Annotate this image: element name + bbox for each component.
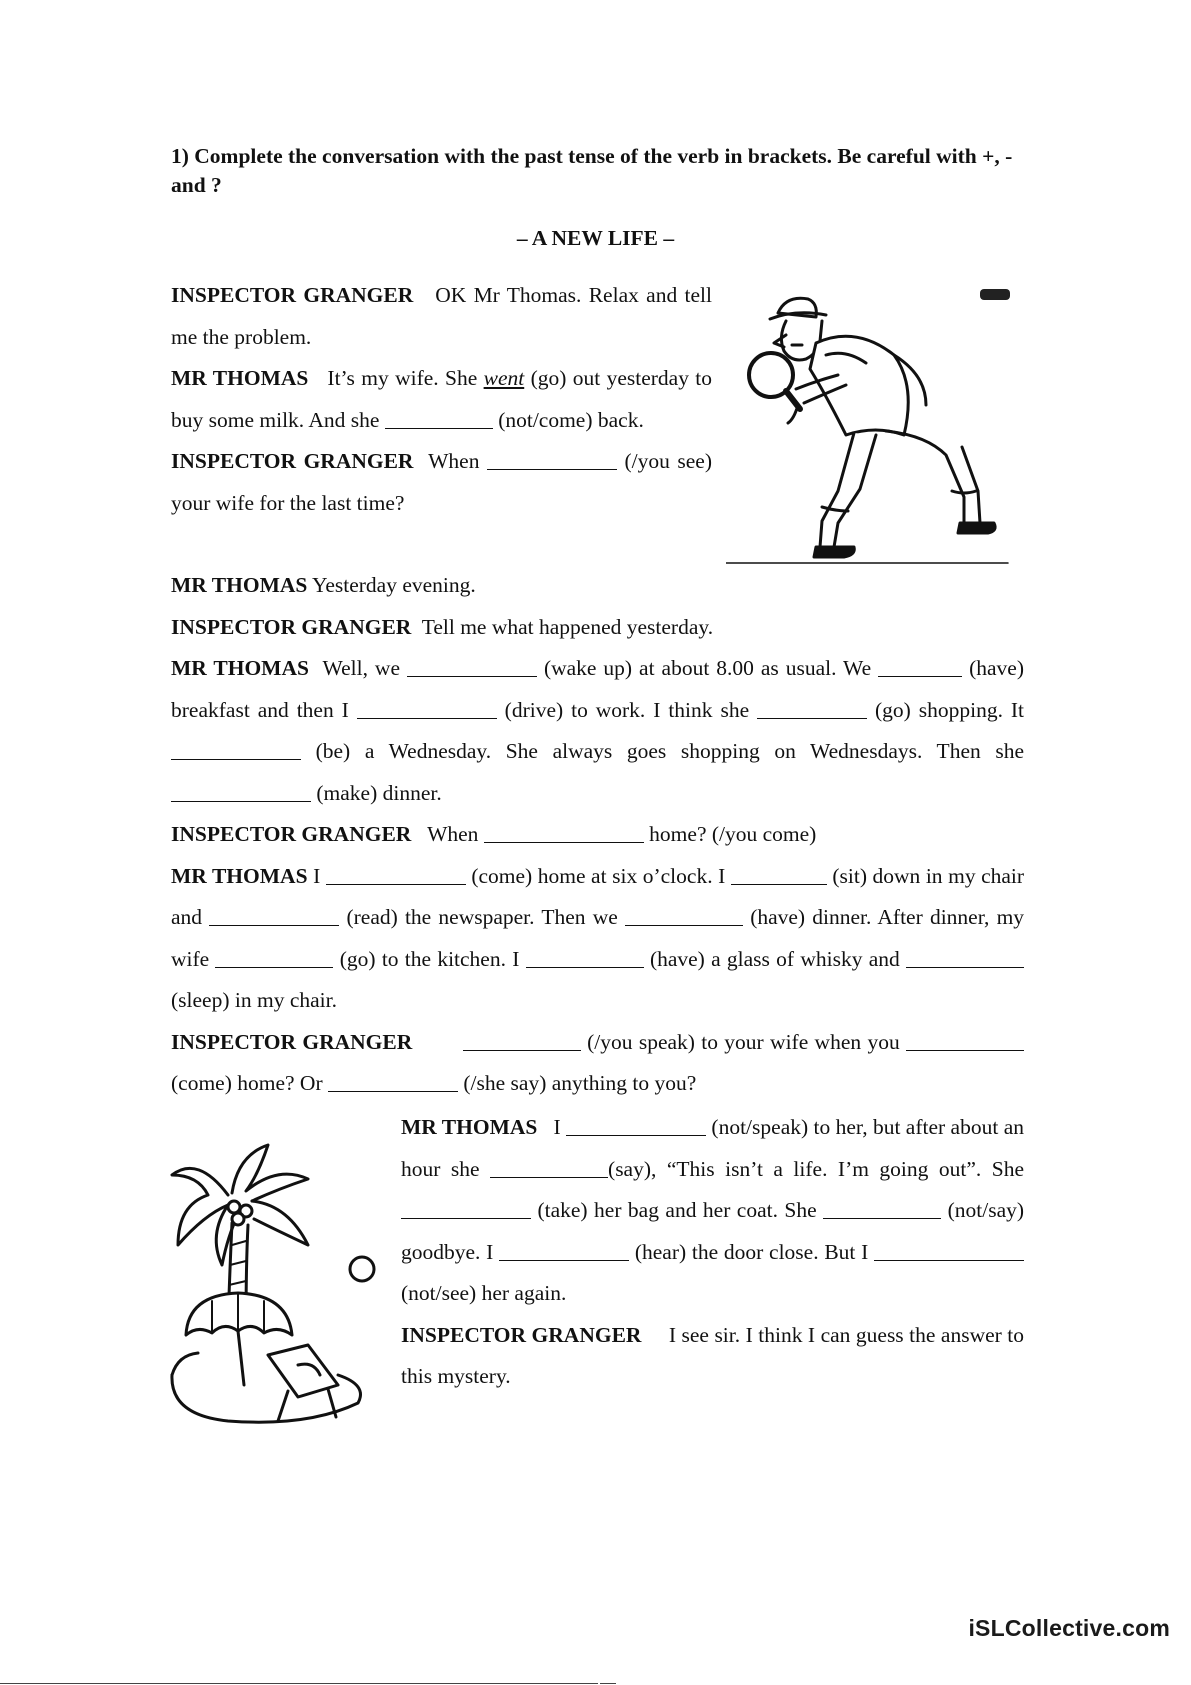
- line-text: I: [553, 1115, 561, 1139]
- answer-blank[interactable]: [906, 1028, 1024, 1051]
- line-text: (take) her bag and her coat. She: [537, 1198, 817, 1222]
- dialogue-part-3: [401, 1107, 1024, 1398]
- answer-blank[interactable]: [526, 945, 644, 968]
- speaker-inspector: INSPECTOR GRANGER: [401, 1322, 642, 1347]
- speaker-inspector: INSPECTOR GRANGER: [171, 1029, 413, 1054]
- line-text: Well, we: [322, 656, 400, 680]
- line-text: (/you see) your wife for the last time?: [171, 449, 712, 515]
- line-text: (go) shopping. It: [875, 697, 1025, 722]
- speaker-thomas: MR THOMAS: [171, 863, 308, 888]
- answer-blank[interactable]: [906, 945, 1024, 968]
- dialogue-part-1: [171, 275, 712, 524]
- detective-illustration: [726, 285, 1016, 570]
- site-watermark: iSLCollective.com: [968, 1615, 1170, 1641]
- line-text: (have) breakfast and then I: [171, 656, 1025, 722]
- line-text: (say), “This isn’t a life. I’m going out”. She: [608, 1156, 1024, 1181]
- answer-blank[interactable]: [625, 904, 743, 927]
- exercise-instruction: 1) Complete the conversation with the past tense of the verb in brackets. Be careful with +, - and ?: [171, 144, 1013, 197]
- line-text: When: [427, 822, 479, 846]
- line-text: home? (/you come): [649, 822, 817, 846]
- answer-blank[interactable]: [209, 904, 339, 927]
- badge-icon: [980, 289, 1010, 300]
- line-text: (come) home? Or: [171, 1071, 323, 1095]
- line-text: (not/say) goodbye. I: [401, 1198, 1025, 1264]
- speaker-inspector: INSPECTOR GRANGER: [171, 822, 412, 846]
- line-text: (come) home at six o’clock. I: [471, 863, 726, 888]
- answer-blank[interactable]: [823, 1197, 941, 1220]
- line-text: It’s my wife. She: [327, 366, 478, 390]
- line-text: When: [428, 449, 480, 473]
- example-answer: went: [483, 366, 525, 390]
- line-text: (sit) down in my chair and: [171, 863, 1025, 929]
- answer-blank[interactable]: [484, 821, 644, 844]
- answer-blank[interactable]: [757, 696, 867, 719]
- answer-blank[interactable]: [171, 779, 311, 802]
- line-text: Yesterday evening.: [311, 573, 476, 597]
- line-text: (not/speak) to her, but after about an hour she: [401, 1115, 1024, 1181]
- answer-blank[interactable]: [463, 1028, 581, 1051]
- answer-blank[interactable]: [407, 655, 537, 678]
- answer-blank[interactable]: [171, 738, 301, 761]
- island-illustration: [168, 1135, 388, 1430]
- answer-blank[interactable]: [326, 862, 466, 885]
- line-text: OK Mr Thomas. Relax and tell me the problem.: [171, 283, 712, 349]
- line-text: (sleep) in my chair.: [171, 988, 337, 1012]
- speaker-thomas: MR THOMAS: [171, 366, 309, 390]
- line-text: (not/see) her again.: [401, 1281, 567, 1305]
- line-text: (read) the newspaper. Then we: [346, 905, 618, 929]
- answer-blank[interactable]: [215, 945, 333, 968]
- answer-blank[interactable]: [499, 1238, 629, 1261]
- answer-blank[interactable]: [566, 1114, 706, 1137]
- line-text: (hear) the door close. But I: [634, 1239, 869, 1264]
- line-text: I see sir. I think I can guess the answer to this mystery.: [401, 1322, 1025, 1388]
- line-text: (have) a glass of whisky and: [649, 946, 900, 971]
- page-bottom-rule: [0, 1683, 598, 1684]
- answer-blank[interactable]: [385, 406, 493, 429]
- line-text: (wake up) at about 8.00 as usual. We: [543, 656, 872, 680]
- line-text: I: [313, 863, 321, 888]
- speaker-thomas: MR THOMAS: [401, 1115, 538, 1139]
- line-text: (have) dinner. After dinner, my wife: [171, 905, 1025, 971]
- speaker-thomas: MR THOMAS: [171, 573, 308, 597]
- line-text: (not/come) back.: [498, 407, 644, 432]
- answer-blank[interactable]: [874, 1238, 1024, 1261]
- line-text: (go) out yesterday to buy some milk. And she: [171, 366, 713, 432]
- speaker-inspector: INSPECTOR GRANGER: [171, 449, 414, 473]
- answer-blank[interactable]: [487, 448, 617, 471]
- line-text: (make) dinner.: [316, 780, 442, 805]
- answer-blank[interactable]: [357, 696, 497, 719]
- line-text: (be) a Wednesday. She always goes shopping on Wednesdays. Then she: [315, 739, 1024, 763]
- speaker-thomas: MR THOMAS: [171, 656, 309, 680]
- speaker-inspector: INSPECTOR GRANGER: [171, 283, 414, 307]
- answer-blank[interactable]: [731, 862, 827, 885]
- answer-blank[interactable]: [328, 1070, 458, 1093]
- line-text: (/you speak) to your wife when you: [587, 1029, 900, 1054]
- line-text: (go) to the kitchen. I: [339, 946, 520, 971]
- line-text: (drive) to work. I think she: [504, 697, 750, 722]
- line-text: (/she say) anything to you?: [463, 1071, 697, 1095]
- exercise-title: – A NEW LIFE –: [516, 226, 675, 250]
- line-text: Tell me what happened yesterday.: [421, 614, 714, 639]
- answer-blank[interactable]: [878, 655, 962, 678]
- page-bottom-rule: [600, 1683, 616, 1684]
- speaker-inspector: INSPECTOR GRANGER: [171, 614, 412, 639]
- answer-blank[interactable]: [401, 1197, 531, 1220]
- answer-blank[interactable]: [490, 1155, 608, 1178]
- dialogue-part-2: [171, 565, 1024, 1105]
